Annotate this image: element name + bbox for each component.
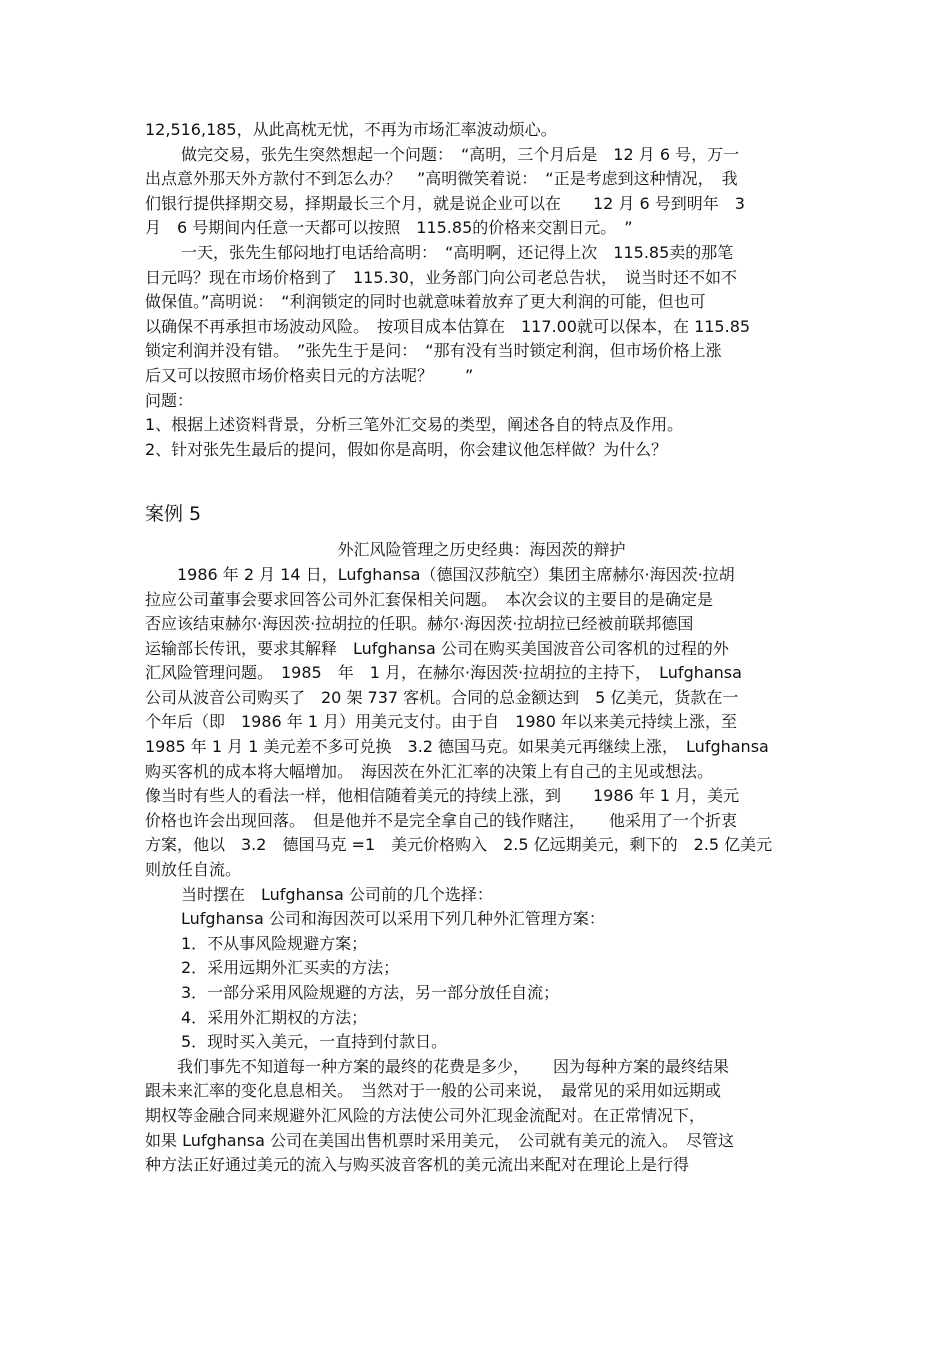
paragraph-line: 12,516,185，从此高枕无忧，不再为市场汇率波动烦心。 <box>145 120 557 139</box>
paragraph-line: 一天，张先生郁闷地打电话给高明： “高明啊，还记得上次 115.85卖的那笔 <box>181 242 734 262</box>
choices-intro: 当时摆在 Lufghansa 公司前的几个选择： <box>181 884 493 904</box>
question-item: 1、根据上述资料背景，分析三笔外汇交易的类型，阐述各自的特点及作用。 <box>145 415 684 435</box>
case-paragraph-1 <box>145 563 810 883</box>
paragraph-line: 做保值。”高明说： “利润锁定的同时也就意味着放弃了更大利润的可能，但也可 <box>145 292 706 312</box>
paragraph-line: 拉应公司董事会要求回答公司外汇套保相关问题。 本次会议的主要目的是确定是 <box>145 589 714 609</box>
paragraph-line: 汇风险管理问题。 1985 年 1 月，在赫尔·海因茨·拉胡拉的主持下， Lufghansa <box>145 663 742 683</box>
paragraph-line: 否应该结束赫尔·海因茨·拉胡拉的任职。赫尔·海因茨·拉胡拉已经被前联邦德国 <box>145 614 694 634</box>
case-paragraph-2 <box>145 1055 810 1178</box>
document-page <box>145 118 810 1178</box>
choice-item: 2．采用远期外汇买卖的方法； <box>181 958 400 978</box>
paragraph-line: 运输部长传讯，要求其解释 Lufghansa 公司在购买美国波音公司客机的过程的外 <box>145 638 729 658</box>
paragraph-line: 跟未来汇率的变化息息相关。 当然对于一般的公司来说， 最常见的采用如远期或 <box>145 1081 722 1101</box>
choice-item: 4．采用外汇期权的方法； <box>181 1007 368 1027</box>
paragraph-line: 出点意外那天外方款付不到怎么办？ ”高明微笑着说： “正是考虑到这种情况， 我 <box>145 169 738 189</box>
paragraph-line: 做完交易，张先生突然想起一个问题： “高明，三个月后是 12 月 6 号，万一 <box>181 144 740 164</box>
paragraph-line: 价格也许会出现回落。 但是他并不是完全拿自己的钱作赌注， 他采用了一个折衷 <box>145 810 738 830</box>
paragraph-line: 1985 年 1 月 1 美元差不多可兑换 3.2 德国马克。如果美元再继续上涨， Lufghansa <box>145 737 769 757</box>
paragraph-line: 日元吗？现在市场价格到了 115.30，业务部门向公司老总告状， 说当时还不如不 <box>145 267 737 287</box>
paragraph-line: 个年后（即 1986 年 1 月）用美元支付。由于自 1980 年以来美元持续上涨，至 <box>145 712 737 732</box>
paragraph-line: 以确保不再承担市场波动风险。 按项目成本估算在 117.00就可以保本，在 115.85 <box>145 316 751 336</box>
case-heading: 案例 5 <box>145 503 202 526</box>
paragraph-line: 月 6 号期间内任意一天都可以按照 115.85的价格来交割日元。 ” <box>145 218 633 238</box>
paragraph-line: 种方法正好通过美元的流入与购买波音客机的美元流出来配对在理论上是行得 <box>145 1155 690 1175</box>
paragraph-line: 1986 年 2 月 14 日，Lufghansa（德国汉莎航空）集团主席赫尔·海因茨·拉胡 <box>177 564 735 584</box>
paragraph-line: 如果 Lufghansa 公司在美国出售机票时采用美元， 公司就有美元的流入。 尽管这 <box>145 1130 734 1150</box>
case-subtitle: 外汇风险管理之历史经典：海因茨的辩护 <box>337 540 626 560</box>
paragraph-line: 购买客机的成本将大幅增加。 海因茨在外汇汇率的决策上有自己的主见或想法。 <box>145 761 714 781</box>
paragraph-line: 后又可以按照市场价格卖日元的方法呢？ ” <box>145 365 474 385</box>
section-previous-case <box>145 118 810 462</box>
paragraph-line: 们银行提供择期交易，择期最长三个月，就是说企业可以在 12 月 6 号到明年 3 <box>145 193 745 213</box>
choices-lead: Lufghansa 公司和海因茨可以采用下列几种外汇管理方案： <box>181 909 605 929</box>
choice-item: 1．不从事风险规避方案； <box>181 933 368 953</box>
choice-item: 3．一部分采用风险规避的方法，另一部分放任自流； <box>181 983 560 1002</box>
paragraph-line: 期权等金融合同来规避外汇风险的方法使公司外汇现金流配对。在正常情况下， <box>145 1105 706 1125</box>
paragraph-line: 则放任自流。 <box>145 860 242 880</box>
paragraph-line: 方案，他以 3.2 德国马克 =1 美元价格购入 2.5 亿远期美元，剩下的 2.5 亿美元 <box>145 835 773 855</box>
choice-item: 5．现时买入美元，一直持到付款日。 <box>181 1032 448 1052</box>
question-item: 2、针对张先生最后的提问，假如你是高明，你会建议他怎样做？为什么？ <box>145 439 668 459</box>
choices-block <box>145 883 810 1055</box>
paragraph-line: 我们事先不知道每一种方案的最终的花费是多少， 因为每种方案的最终结果 <box>177 1056 730 1076</box>
paragraph-line: 公司从波音公司购买了 20 架 737 客机。合同的总金额达到 5 亿美元，货款在一 <box>145 687 739 707</box>
paragraph-line: 锁定利润并没有错。 ”张先生于是问： “那有没有当时锁定利润，但市场价格上涨 <box>145 341 722 361</box>
paragraph-line: 像当时有些人的看法一样，他相信随着美元的持续上涨，到 1986 年 1 月，美元 <box>145 786 740 806</box>
questions-label: 问题： <box>145 390 194 410</box>
